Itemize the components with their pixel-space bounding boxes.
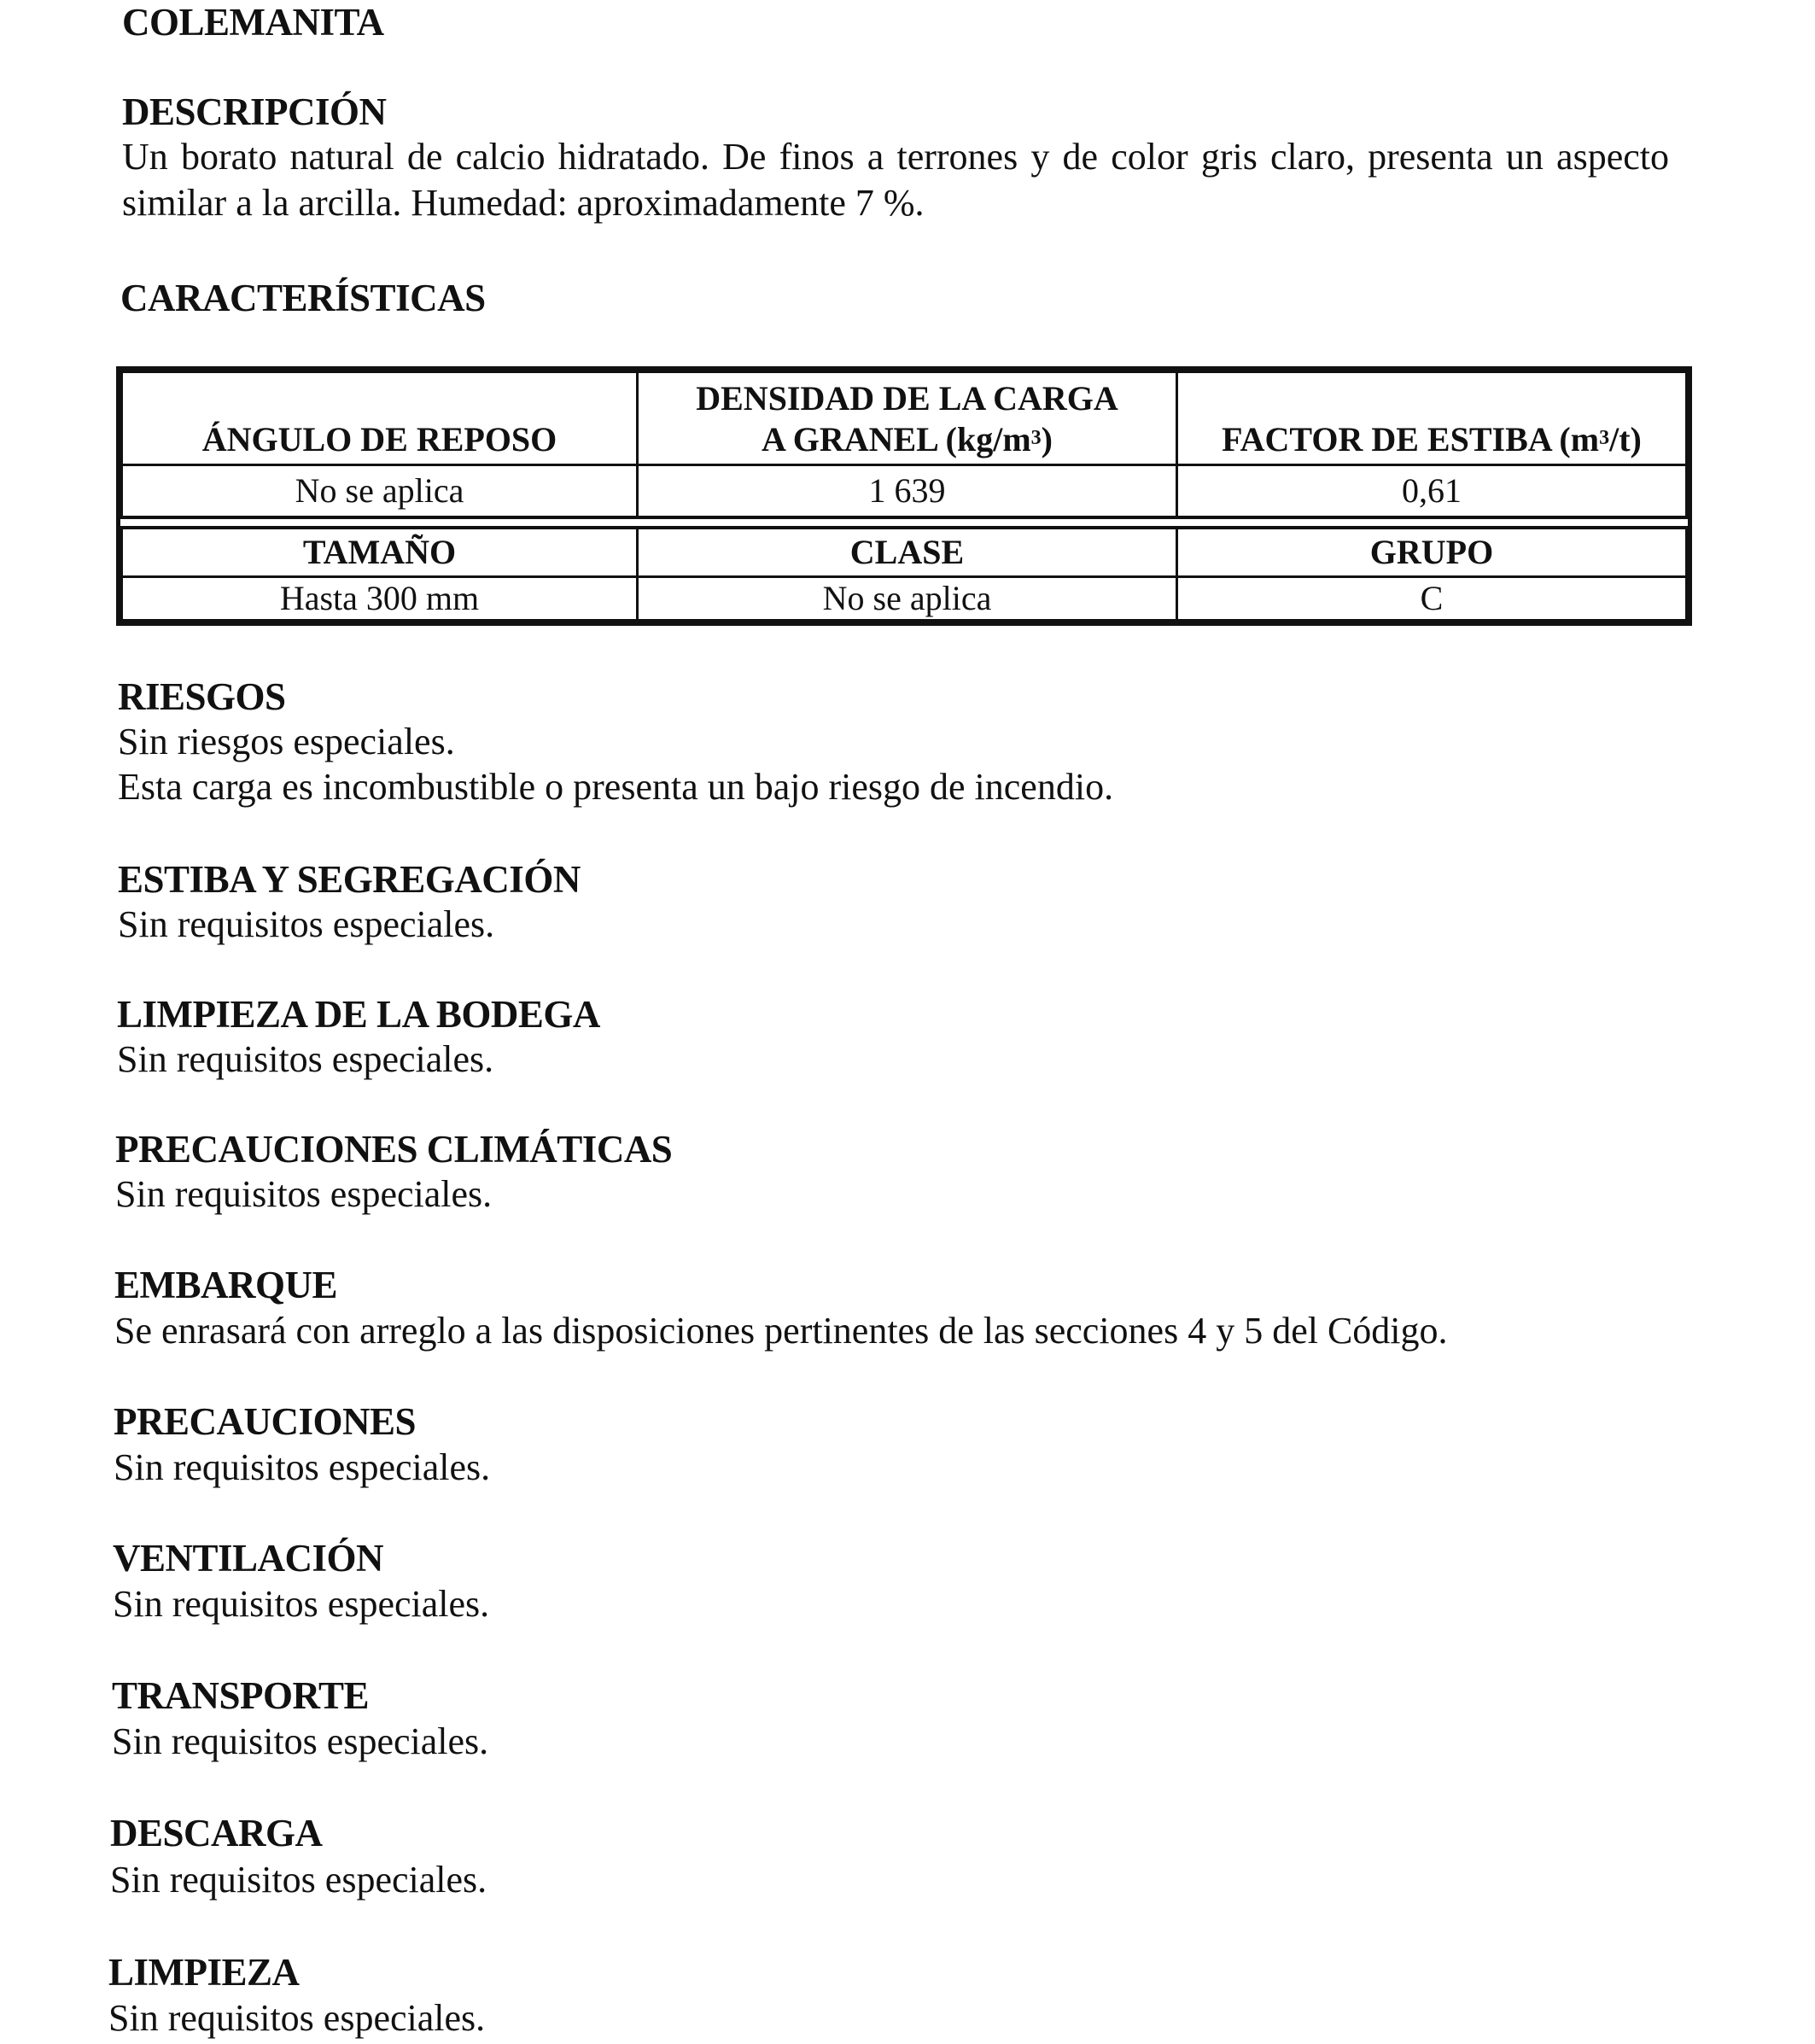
header-densidad-line2: A GRANEL (kg/m xyxy=(762,420,1031,458)
descarga-line-1: Sin requisitos especiales. xyxy=(110,1859,487,1901)
header-densidad-line1: DENSIDAD DE LA CARGA xyxy=(696,379,1118,418)
header-factor-de-estiba xyxy=(1177,372,1687,465)
cell-grupo: C xyxy=(1177,577,1687,621)
precauciones-heading: PRECAUCIONES xyxy=(114,1400,417,1443)
header-factor-text: FACTOR DE ESTIBA (m xyxy=(1222,420,1600,458)
document-title: COLEMANITA xyxy=(122,1,384,44)
transporte-line-1: Sin requisitos especiales. xyxy=(112,1720,489,1762)
riesgos-line-1: Sin riesgos especiales. xyxy=(118,721,455,762)
characteristics-table xyxy=(116,366,1692,626)
cell-tamano: Hasta 300 mm xyxy=(122,577,638,621)
limpieza-bodega-line-1: Sin requisitos especiales. xyxy=(117,1038,494,1080)
estiba-heading: ESTIBA Y SEGREGACIÓN xyxy=(118,858,581,901)
descarga-heading: DESCARGA xyxy=(110,1812,323,1854)
precauciones-climaticas-line-1: Sin requisitos especiales. xyxy=(115,1173,493,1215)
header-densidad xyxy=(638,372,1177,465)
estiba-line-1: Sin requisitos especiales. xyxy=(118,903,495,945)
ventilacion-line-1: Sin requisitos especiales. xyxy=(113,1583,490,1625)
caracteristicas-heading: CARACTERÍSTICAS xyxy=(120,277,486,319)
header-angulo-de-reposo: ÁNGULO DE REPOSO xyxy=(122,372,638,465)
header-densidad-close: ) xyxy=(1041,420,1053,458)
cell-angulo-de-reposo: No se aplica xyxy=(122,465,638,518)
riesgos-line-2: Esta carga es incombustible o presenta un bajo riesgo de incendio. xyxy=(118,766,1114,808)
descripcion-heading: DESCRIPCIÓN xyxy=(122,91,387,133)
limpieza-bodega-heading: LIMPIEZA DE LA BODEGA xyxy=(117,993,600,1036)
embarque-heading: EMBARQUE xyxy=(114,1264,338,1306)
descripcion-text: Un borato natural de calcio hidratado. De finos a terrones y de color gris claro, presenta un aspecto similar a la arcilla. Humedad: aproximadamente 7 %. xyxy=(122,136,1669,224)
header-grupo: GRUPO xyxy=(1177,528,1687,577)
transporte-heading: TRANSPORTE xyxy=(112,1674,369,1717)
cell-clase: No se aplica xyxy=(638,577,1177,621)
cell-factor-de-estiba: 0,61 xyxy=(1177,465,1687,518)
header-clase: CLASE xyxy=(638,528,1177,577)
limpieza-line-1: Sin requisitos especiales. xyxy=(108,1997,486,2039)
table-double-rule xyxy=(122,517,1687,528)
embarque-line-1: Se enrasará con arreglo a las disposiciones pertinentes de las secciones 4 y 5 del Código. xyxy=(114,1310,1448,1352)
limpieza-heading: LIMPIEZA xyxy=(108,1951,300,1994)
header-tamano: TAMAÑO xyxy=(122,528,638,577)
precauciones-climaticas-heading: PRECAUCIONES CLIMÁTICAS xyxy=(115,1128,673,1171)
precauciones-line-1: Sin requisitos especiales. xyxy=(114,1446,491,1488)
ventilacion-heading: VENTILACIÓN xyxy=(113,1537,384,1580)
riesgos-heading: RIESGOS xyxy=(118,675,286,718)
header-factor-sup: 3 xyxy=(1599,427,1610,449)
cell-densidad: 1 639 xyxy=(638,465,1177,518)
header-densidad-sup: 3 xyxy=(1030,427,1042,449)
header-factor-close: /t) xyxy=(1609,420,1642,458)
